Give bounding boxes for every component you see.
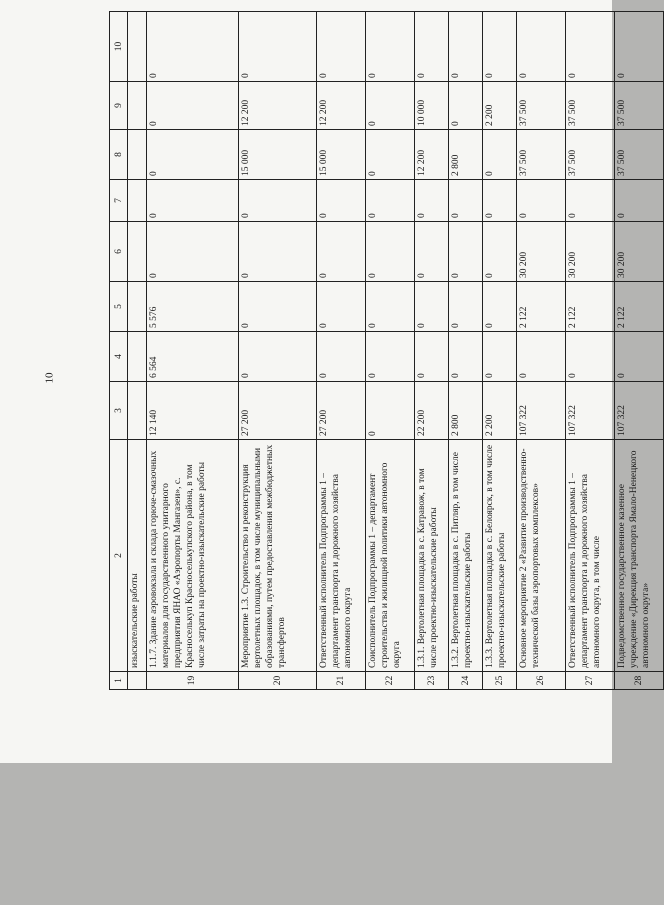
header-cell: 6 xyxy=(110,222,128,282)
row-number-cell: 28 xyxy=(615,672,664,690)
value-cell: 0 xyxy=(415,332,449,382)
value-cell: 0 xyxy=(483,130,517,180)
value-cell: 0 xyxy=(239,180,317,222)
table-row xyxy=(483,12,517,690)
row-number-cell: 20 xyxy=(239,672,317,690)
value-cell: 0 xyxy=(366,180,415,222)
table-row xyxy=(415,12,449,690)
value-cell: 30 200 xyxy=(566,222,615,282)
description-cell: Подведомственное государственное казенное учреждение «Дирекция транспорта Ямало-Ненецкого автономного округа» xyxy=(615,440,664,672)
value-cell: 0 xyxy=(483,222,517,282)
value-cell: 27 200 xyxy=(317,382,366,440)
value-cell: 2 122 xyxy=(615,282,664,332)
value-cell: 0 xyxy=(415,12,449,82)
row-number-cell: 27 xyxy=(566,672,615,690)
header-cell: 10 xyxy=(110,12,128,82)
description-cell: Соисполнитель Подпрограммы 1 – департамент строительства и жилищной политики автономного округа xyxy=(366,440,415,672)
value-cell: 2 200 xyxy=(483,82,517,130)
value-cell: 10 000 xyxy=(415,82,449,130)
value-cell: 0 xyxy=(366,130,415,180)
value-cell: 0 xyxy=(449,12,483,82)
value-cell: 12 200 xyxy=(317,82,366,130)
value-cell: 0 xyxy=(366,12,415,82)
value-cell: 0 xyxy=(517,12,566,82)
header-cell: 3 xyxy=(110,382,128,440)
value-cell: 0 xyxy=(317,12,366,82)
table-row xyxy=(615,12,664,690)
value-cell: 37 500 xyxy=(615,82,664,130)
header-cell: 2 xyxy=(110,440,128,672)
value-cell: 27 200 xyxy=(239,382,317,440)
value-cell: 5 576 xyxy=(146,282,239,332)
value-cell: 37 500 xyxy=(566,82,615,130)
row-number-cell: 23 xyxy=(415,672,449,690)
value-cell: 0 xyxy=(415,222,449,282)
value-cell: 0 xyxy=(615,180,664,222)
value-cell: 0 xyxy=(317,180,366,222)
value-cell: 0 xyxy=(239,332,317,382)
row-number-cell: 24 xyxy=(449,672,483,690)
value-cell: 0 xyxy=(366,82,415,130)
value-cell: 0 xyxy=(239,282,317,332)
value-cell: 37 500 xyxy=(615,130,664,180)
description-cell: Основное мероприятие 2 «Развитие производственно-технической базы аэропортовых комплексов» xyxy=(517,440,566,672)
value-cell: 0 xyxy=(615,12,664,82)
value-cell: 37 500 xyxy=(566,130,615,180)
description-cell: Ответственный исполнитель Подпрограммы 1 – департамент транспорта и дорожного хозяйства автономного округа xyxy=(317,440,366,672)
value-cell: 0 xyxy=(317,332,366,382)
value-cell: 15 000 xyxy=(317,130,366,180)
continuation-text: изыскательские работы xyxy=(128,440,146,672)
header-row xyxy=(110,12,128,690)
value-cell: 6 564 xyxy=(146,332,239,382)
value-cell: 0 xyxy=(366,222,415,282)
table-row xyxy=(449,12,483,690)
value-cell: 37 500 xyxy=(517,82,566,130)
header-cell: 5 xyxy=(110,282,128,332)
header-cell: 4 xyxy=(110,332,128,382)
page-number: 10 xyxy=(43,372,56,384)
header-cell: 7 xyxy=(110,180,128,222)
value-cell: 0 xyxy=(146,82,239,130)
value-cell: 0 xyxy=(239,222,317,282)
description-cell: Ответственный исполнитель Подпрограммы 1 – департамент транспорта и дорожного хозяйства автономного округа, в том числе xyxy=(566,440,615,672)
description-cell: 1.3.2. Вертолетная площадка в с. Питляр, в том числе проектно-изыскательские работы xyxy=(449,440,483,672)
value-cell: 0 xyxy=(317,282,366,332)
header-cell: 8 xyxy=(110,130,128,180)
value-cell: 0 xyxy=(366,282,415,332)
table-row xyxy=(146,12,239,690)
value-cell: 30 200 xyxy=(615,222,664,282)
header-cell: 9 xyxy=(110,82,128,130)
budget-table xyxy=(109,11,664,690)
value-cell: 2 200 xyxy=(483,382,517,440)
value-cell: 12 200 xyxy=(239,82,317,130)
value-cell: 107 322 xyxy=(615,382,664,440)
description-cell: Мероприятие 1.3. Строительство и реконструкция вертолетных площадок, в том числе муниципальными образованиями, путем предоставления межбюджетных трансфертов xyxy=(239,440,317,672)
value-cell: 0 xyxy=(483,282,517,332)
value-cell: 2 122 xyxy=(517,282,566,332)
value-cell: 37 500 xyxy=(517,130,566,180)
value-cell: 0 xyxy=(517,180,566,222)
description-cell: 1.3.3. Вертолетная площадка в с. Белоярск, в том числе проектно-изыскательские работы xyxy=(483,440,517,672)
row-number-cell: 21 xyxy=(317,672,366,690)
value-cell: 107 322 xyxy=(517,382,566,440)
value-cell: 0 xyxy=(483,12,517,82)
table-row xyxy=(566,12,615,690)
row-number-cell: 22 xyxy=(366,672,415,690)
description-cell: 1.1.7. Здание аэровокзала и склада горюче-смазочных материалов для государственного унитарного предприятия ЯНАО «Аэропорты Мангазеи», с. Красноселькуп Красноселькупского района, в том числе затраты на проектно-изыскательские работы xyxy=(146,440,239,672)
value-cell: 12 200 xyxy=(415,130,449,180)
value-cell: 22 200 xyxy=(415,382,449,440)
value-cell: 0 xyxy=(449,222,483,282)
value-cell: 0 xyxy=(366,382,415,440)
table-row xyxy=(366,12,415,690)
value-cell: 0 xyxy=(483,332,517,382)
value-cell: 0 xyxy=(146,130,239,180)
value-cell: 0 xyxy=(415,282,449,332)
table-row xyxy=(517,12,566,690)
value-cell: 0 xyxy=(146,180,239,222)
header-cell: 1 xyxy=(110,672,128,690)
rotated-table-wrapper xyxy=(109,12,664,690)
row-number-cell: 19 xyxy=(146,672,239,690)
value-cell: 0 xyxy=(483,180,517,222)
value-cell: 2 800 xyxy=(449,130,483,180)
value-cell: 0 xyxy=(449,82,483,130)
value-cell: 107 322 xyxy=(566,382,615,440)
value-cell: 0 xyxy=(317,222,366,282)
value-cell: 0 xyxy=(146,222,239,282)
description-cell: 1.3.1. Вертолетная площадка в с. Катравож, в том числе проектно-изыскательские работы xyxy=(415,440,449,672)
value-cell: 0 xyxy=(615,332,664,382)
value-cell: 0 xyxy=(239,12,317,82)
value-cell: 0 xyxy=(415,180,449,222)
value-cell: 0 xyxy=(449,332,483,382)
value-cell: 0 xyxy=(566,180,615,222)
value-cell: 0 xyxy=(449,282,483,332)
value-cell: 15 000 xyxy=(239,130,317,180)
value-cell: 0 xyxy=(366,332,415,382)
value-cell: 12 140 xyxy=(146,382,239,440)
value-cell: 0 xyxy=(449,180,483,222)
table-row xyxy=(317,12,366,690)
row-number-cell: 26 xyxy=(517,672,566,690)
value-cell: 2 122 xyxy=(566,282,615,332)
value-cell: 0 xyxy=(517,332,566,382)
value-cell: 0 xyxy=(146,12,239,82)
value-cell: 30 200 xyxy=(517,222,566,282)
value-cell: 0 xyxy=(566,12,615,82)
value-cell: 0 xyxy=(566,332,615,382)
continuation-row xyxy=(128,12,146,690)
table-row xyxy=(239,12,317,690)
value-cell: 2 800 xyxy=(449,382,483,440)
row-number-cell: 25 xyxy=(483,672,517,690)
